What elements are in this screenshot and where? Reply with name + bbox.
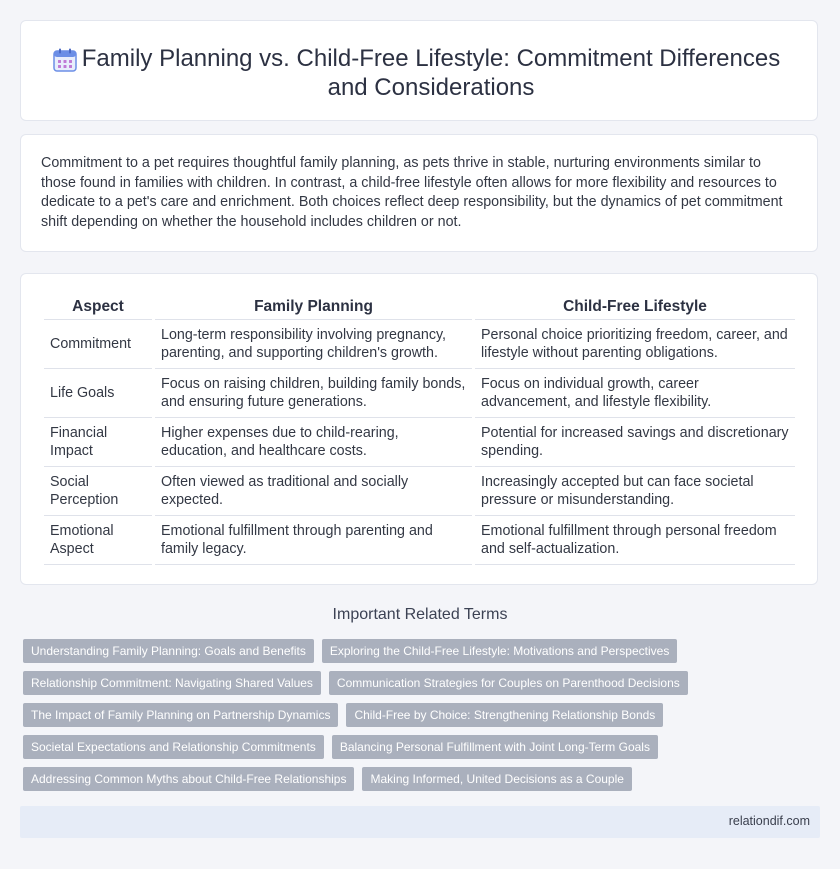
related-terms-list — [23, 639, 823, 799]
related-term-tag[interactable]: Child-Free by Choice: Strengthening Relationship Bonds — [346, 703, 663, 727]
related-term-tag[interactable]: Relationship Commitment: Navigating Shared Values — [23, 671, 321, 695]
related-term-tag[interactable]: Balancing Personal Fulfillment with Joint Long-Term Goals — [332, 735, 658, 759]
related-term-tag[interactable]: Societal Expectations and Relationship Commitments — [23, 735, 324, 759]
row-child-free-cell: Personal choice prioritizing freedom, career, and lifestyle without parenting obligations. — [475, 320, 795, 369]
table-row — [44, 516, 795, 565]
row-family-planning-cell: Emotional fulfillment through parenting and family legacy. — [155, 516, 472, 565]
row-family-planning-cell: Long-term responsibility involving pregnancy, parenting, and supporting children's growth. — [155, 320, 472, 369]
tag-row — [23, 735, 823, 759]
comparison-table — [41, 294, 798, 565]
row-family-planning-cell: Focus on raising children, building family bonds, and ensuring future generations. — [155, 369, 472, 418]
related-term-tag[interactable]: Addressing Common Myths about Child-Free Relationships — [23, 767, 354, 791]
related-term-tag[interactable]: Communication Strategies for Couples on Parenthood Decisions — [329, 671, 688, 695]
row-child-free-cell: Emotional fulfillment through personal freedom and self-actualization. — [475, 516, 795, 565]
row-child-free-cell: Focus on individual growth, career advancement, and lifestyle flexibility. — [475, 369, 795, 418]
row-aspect-cell: Life Goals — [44, 369, 152, 418]
table-header-row — [44, 294, 795, 320]
row-aspect-cell: Financial Impact — [44, 418, 152, 467]
tag-row — [23, 671, 823, 695]
tag-row — [23, 703, 823, 727]
related-term-tag[interactable]: The Impact of Family Planning on Partnership Dynamics — [23, 703, 338, 727]
row-aspect-cell: Social Perception — [44, 467, 152, 516]
tag-row — [23, 639, 823, 663]
footer-bar — [20, 806, 820, 838]
related-term-tag[interactable]: Making Informed, United Decisions as a Couple — [362, 767, 631, 791]
related-term-tag[interactable]: Understanding Family Planning: Goals and Benefits — [23, 639, 314, 663]
row-family-planning-cell: Higher expenses due to child-rearing, education, and healthcare costs. — [155, 418, 472, 467]
table-row — [44, 418, 795, 467]
comparison-table-card — [20, 273, 818, 585]
table-row — [44, 467, 795, 516]
related-terms-heading: Important Related Terms — [332, 606, 508, 623]
page-title: Family Planning vs. Child-Free Lifestyle: Commitment Differences and Considerations — [81, 45, 781, 101]
intro-paragraph: Commitment to a pet requires thoughtful family planning, as pets thrive in stable, nurturing environments similar to those found in families with children. In contrast, a child-free lifestyle often allows for more flexibility and resources to dedicate to a pet's care and enrichment. Both choices reflect deep responsibility, but the dynamics of pet commitment shift depending on whether the household includes children or not. — [41, 155, 783, 230]
column-header-family-planning: Family Planning — [155, 294, 472, 320]
site-link[interactable]: relationdif.com — [728, 814, 810, 828]
column-header-aspect: Aspect — [44, 294, 152, 320]
related-term-tag[interactable]: Exploring the Child-Free Lifestyle: Motivations and Perspectives — [322, 639, 678, 663]
row-aspect-cell: Commitment — [44, 320, 152, 369]
table-row — [44, 320, 795, 369]
intro-card — [20, 134, 818, 252]
tag-row — [23, 767, 823, 791]
table-row — [44, 369, 795, 418]
column-header-child-free: Child-Free Lifestyle — [475, 294, 795, 320]
row-child-free-cell: Potential for increased savings and discretionary spending. — [475, 418, 795, 467]
header-card — [20, 20, 818, 121]
row-child-free-cell: Increasingly accepted but can face societal pressure or misunderstanding. — [475, 467, 795, 516]
row-family-planning-cell: Often viewed as traditional and socially expected. — [155, 467, 472, 516]
row-aspect-cell: Emotional Aspect — [44, 516, 152, 565]
